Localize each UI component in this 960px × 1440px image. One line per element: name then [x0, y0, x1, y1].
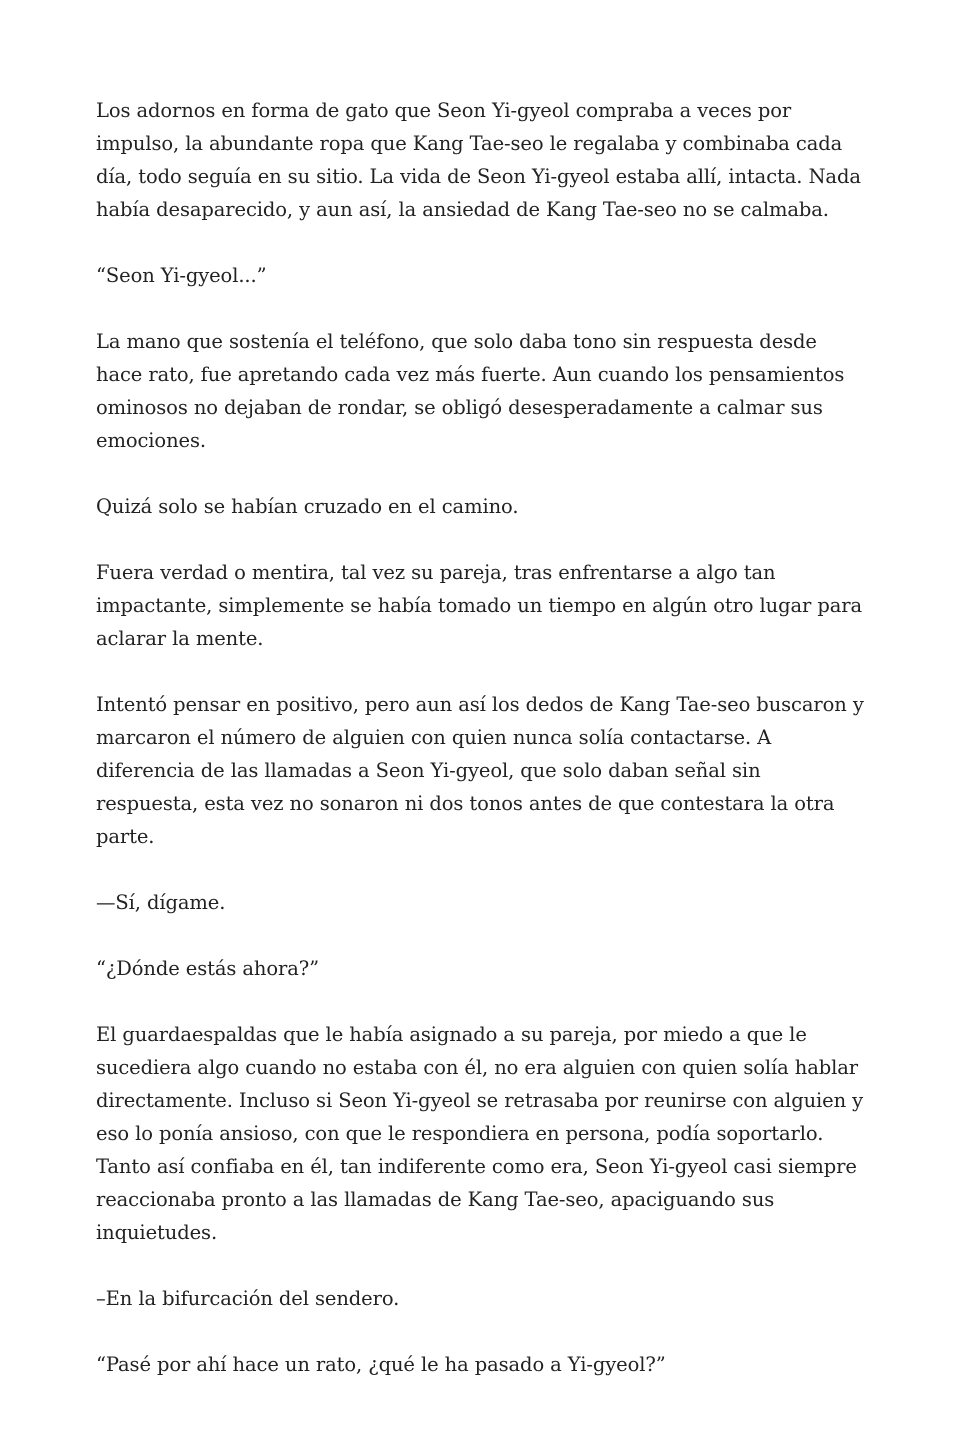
- dialogue-line: —Sí, dígame.: [96, 891, 226, 914]
- dialogue-line: “Pasé por ahí hace un rato, ¿qué le ha pasado a Yi-gyeol?”: [96, 1353, 666, 1376]
- paragraph: La mano que sostenía el teléfono, que solo daba tono sin respuesta desde hace rato, fue apretando cada vez más fuerte. Aun cuando los pensamientos ominosos no dejaban de rondar, se obligó desesperadamente a calmar sus emociones.: [96, 330, 845, 452]
- paragraph: Los adornos en forma de gato que Seon Yi-gyeol compraba a veces por impulso, la abundante ropa que Kang Tae-seo le regalaba y combinaba cada día, todo seguía en su sitio. La vida de Seon Yi-gyeol estaba allí, intacta. Nada había desaparecido, y aun así, la ansiedad de Kang Tae-seo no se calmaba.: [96, 99, 861, 221]
- paragraph: Quizá solo se habían cruzado en el camino.: [96, 495, 519, 518]
- paragraph: Fuera verdad o mentira, tal vez su pareja, tras enfrentarse a algo tan impactante, simplemente se había tomado un tiempo en algún otro lugar para aclarar la mente.: [96, 561, 863, 650]
- dialogue-line: –En la bifurcación del sendero.: [96, 1287, 400, 1310]
- paragraph: El guardaespaldas que le había asignado a su pareja, por miedo a que le sucediera algo cuando no estaba con él, no era alguien con quien solía hablar directamente. Incluso si Seon Yi-gyeol se retrasaba por reunirse con alguien y eso lo ponía ansioso, con que le respondiera en persona, podía soportarlo. Tanto así confiaba en él, tan indiferente como era, Seon Yi-gyeol casi siempre reaccionaba pronto a las llamadas de Kang Tae-seo, apaciguando sus inquietudes.: [96, 1023, 864, 1244]
- paragraph: Intentó pensar en positivo, pero aun así los dedos de Kang Tae-seo buscaron y marcaron el número de alguien con quien nunca solía contactarse. A diferencia de las llamadas a Seon Yi-gyeol, que solo daban señal sin respuesta, esta vez no sonaron ni dos tonos antes de que contestara la otra parte.: [96, 693, 864, 848]
- document-body: [96, 94, 866, 1381]
- dialogue-line: “¿Dónde estás ahora?”: [96, 957, 319, 980]
- dialogue-line: “Seon Yi-gyeol...”: [96, 264, 267, 287]
